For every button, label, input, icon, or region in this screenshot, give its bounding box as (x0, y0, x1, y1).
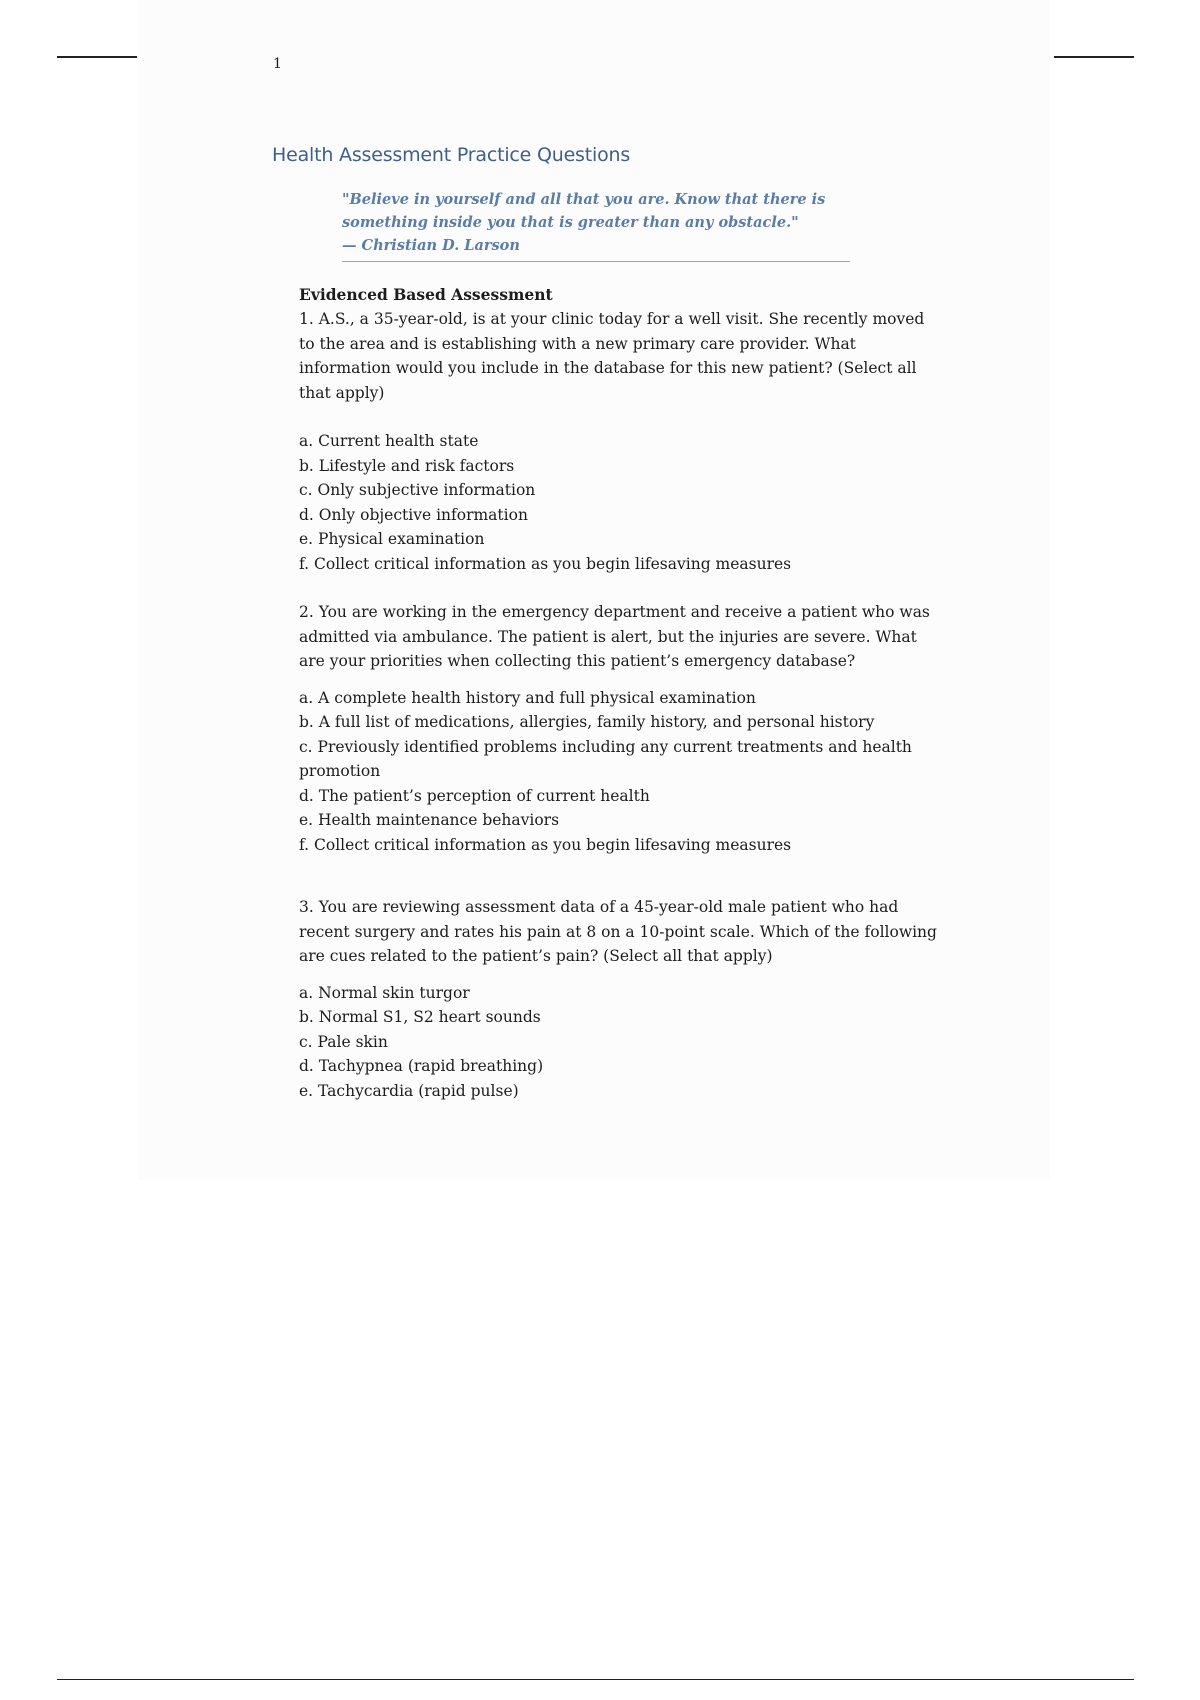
option-list (299, 429, 939, 576)
quote-line: something inside you that is greater than any obstacle." (342, 214, 799, 231)
question-2 (299, 600, 939, 857)
option-item: a. Normal skin turgor (299, 983, 470, 1002)
option-item: d. The patient’s perception of current health (299, 786, 650, 805)
option-item: a. A complete health history and full physical examination (299, 688, 756, 707)
option-item: d. Only objective information (299, 505, 528, 524)
top-left-rule (57, 56, 137, 58)
option-item: e. Physical examination (299, 530, 485, 548)
option-item: f. Collect critical information as you begin lifesaving measures (299, 554, 792, 573)
question-1 (299, 307, 939, 576)
option-item: c. Pale skin (299, 1032, 388, 1051)
question-text: 3. You are reviewing assessment data of a 45-year-old male patient who had recent surgery and rates his pain at 8 on a 10-point scale. Which of the following are cues related to the patient’s pain? (Select all that apply) (299, 898, 937, 965)
quote-block (342, 188, 850, 262)
option-item: e. Tachycardia (rapid pulse) (299, 1081, 519, 1100)
top-right-rule (1054, 56, 1134, 58)
bottom-rule (57, 1679, 1134, 1680)
page-number: 1 (273, 56, 282, 72)
section-heading: Evidenced Based Assessment (299, 285, 553, 304)
option-item: b. Lifestyle and risk factors (299, 456, 515, 475)
option-item: c. Only subjective information (299, 481, 536, 499)
quote-line: "Believe in yourself and all that you are. Know that there is (342, 191, 826, 208)
document-body (299, 283, 939, 1103)
option-list (299, 686, 939, 858)
option-item: f. Collect critical information as you begin lifesaving measures (299, 835, 792, 854)
question-text: 2. You are working in the emergency department and receive a patient who was admitted via ambulance. The patient is alert, but the injuries are severe. What are your priorities when collecting this patient’s emergency database? (299, 603, 930, 670)
option-item: a. Current health state (299, 432, 479, 450)
option-item: b. Normal S1, S2 heart sounds (299, 1008, 541, 1026)
document-title: Health Assessment Practice Questions (272, 144, 631, 166)
question-3 (299, 895, 939, 1103)
quote-author: — Christian D. Larson (342, 237, 520, 254)
option-item: b. A full list of medications, allergies, family history, and personal history (299, 713, 875, 731)
question-text: 1. A.S., a 35-year-old, is at your clinic today for a well visit. She recently moved to the area and is establishing with a new primary care provider. What information would you include in the database for this new patient? (Select all that apply) (299, 310, 925, 402)
option-list (299, 981, 939, 1104)
option-item: c. Previously identified problems including any current treatments and health promotion (299, 737, 912, 780)
option-item: d. Tachypnea (rapid breathing) (299, 1057, 544, 1075)
option-item: e. Health maintenance behaviors (299, 811, 560, 829)
